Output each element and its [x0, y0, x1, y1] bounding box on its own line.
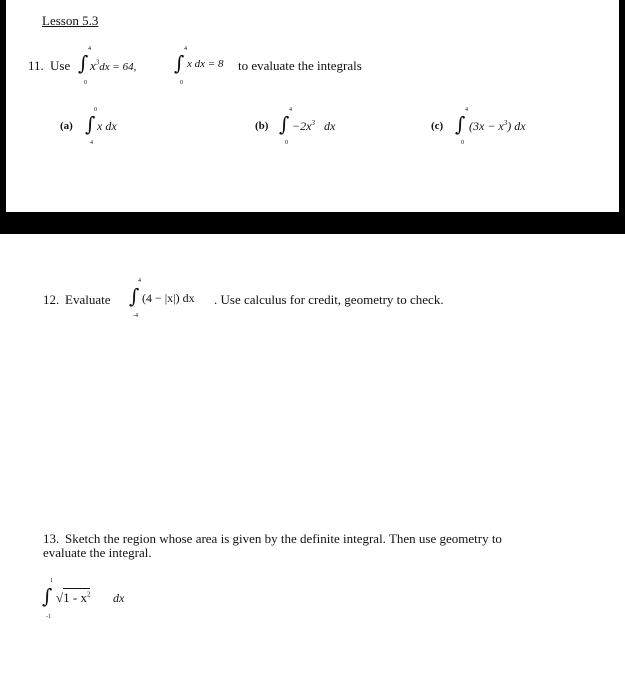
q11-number: 11. [28, 58, 44, 73]
q12-instruction: . Use calculus for credit, geometry to check. [214, 292, 444, 307]
q11-part-a-label: (a) [60, 120, 73, 132]
q11-part-b-upper: 4 [289, 107, 292, 113]
q13-integral-sign: ∫ [42, 584, 53, 608]
q11-given2-expression: x dx = 8 [187, 58, 224, 70]
q12-integral-sign: ∫ [129, 284, 140, 308]
q12-lower: -4 [133, 313, 138, 319]
q11-part-a-upper: 0 [94, 107, 97, 113]
q13-upper: 1 [50, 578, 53, 584]
q12-number: 12. [43, 292, 60, 307]
q13-lower: -1 [46, 614, 51, 620]
q11-part-c-integrand: $(3x - x^3)$ dx [469, 119, 526, 133]
q11-given2-integral-sign: ∫ [174, 51, 185, 75]
q11-given2-lower: 0 [180, 80, 183, 86]
q13-dx: dx [113, 591, 125, 605]
q13-text-line2: evaluate the integral. [43, 545, 152, 560]
q13-integrand: $√1 - x^2$ [56, 590, 91, 605]
q11-part-a-lower: 4 [90, 140, 93, 146]
q11-part-c-lower: 0 [461, 140, 464, 146]
q11-given1-upper: 4 [88, 46, 91, 52]
worksheet-bottom [0, 234, 625, 700]
q11-part-b-integral-sign: ∫ [279, 112, 290, 136]
q11-use-word: Use [50, 58, 71, 73]
q11-part-b-lower: 0 [285, 140, 288, 146]
q11-given1-expression: $x^3dx = 64$, [90, 58, 137, 73]
q11-instruction: to evaluate the integrals [238, 58, 362, 73]
q11-part-c-label: (c) [431, 120, 444, 132]
worksheet-top [6, 0, 619, 212]
q11-given1-integral-sign: ∫ [78, 51, 89, 75]
q11-given1-lower: 0 [84, 80, 87, 86]
q11-part-a-integrand: x dx [97, 119, 117, 133]
q12-upper: 4 [138, 278, 141, 284]
q11-part-a-integral-sign: ∫ [85, 112, 96, 136]
q12-integrand: (4 − |x|) dx [142, 291, 195, 305]
q11-part-b-label: (b) [255, 120, 269, 132]
q13-text-line1: Sketch the region whose area is given by the definite integral. Then use geometry to [65, 531, 502, 546]
lesson-title: Lesson 5.3 [42, 13, 99, 28]
q11-given2-upper: 4 [184, 46, 187, 52]
q11-part-c-integral-sign: ∫ [455, 112, 466, 136]
q13-number: 13. [43, 531, 60, 546]
q11-part-b-integrand: $-2x^3$ dx [292, 119, 336, 133]
q12-verb: Evaluate [65, 292, 111, 307]
q11-part-c-upper: 4 [465, 107, 468, 113]
